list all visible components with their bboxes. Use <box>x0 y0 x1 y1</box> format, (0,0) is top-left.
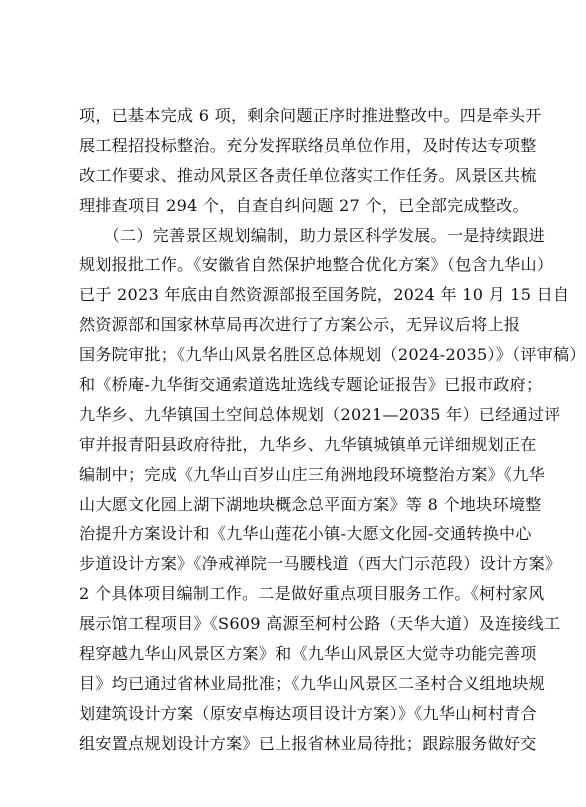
text-line: 展示馆工程项目》《S609 高源至柯村公路（天华大道）及连接线工 <box>79 614 561 634</box>
text-line: 步道设计方案》《净戒禅院一马腰栈道（西大门示范段）设计方案》 <box>79 554 562 574</box>
text-line: 组安置点规划设计方案》已上报省林业局待批；跟踪服务做好交 <box>79 733 537 753</box>
text-line: 审并报青阳县政府待批，九华乡、九华镇城镇单元详细规划正在 <box>79 434 537 454</box>
text-line: 编制中；完成《九华山百岁山庄三角洲地段环境整治方案》《九华 <box>79 464 545 484</box>
text-line: 九华乡、九华镇国土空间总体规划（2021—2035 年）已经通过评 <box>79 404 561 424</box>
body-text <box>79 101 586 759</box>
text-line: 治提升方案设计和《九华山莲花小镇-大愿文化园-交通转换中心 <box>79 524 532 544</box>
text-line: 规划报批工作。《安徽省自然保护地整合优化方案》（包含九华山） <box>79 255 554 275</box>
text-line: 2 个具体项目编制工作。二是做好重点项目服务工作。《柯村家风 <box>79 584 545 604</box>
text-line: 国务院审批；《九华山风景名胜区总体规划（2024-2035）》（评审稿） <box>79 345 586 365</box>
text-line: 理排查项目 294 个，自查自纠问题 27 个，已全部完成整改。 <box>79 195 529 215</box>
text-line: 改工作要求、推动风景区各责任单位落实工作任务。风景区共梳 <box>79 165 537 185</box>
text-line: 划建筑设计方案（原安卓梅达项目设计方案）》《九华山柯村青合 <box>79 703 537 723</box>
text-line: 展工程招投标整治。充分发挥联络员单位作用，及时传达专项整 <box>79 135 537 155</box>
text-line: 程穿越九华山风景区方案》和《九华山风景区大觉寺功能完善项 <box>79 644 537 664</box>
text-line: 山大愿文化园上湖下湖地块概念总平面方案》等 8 个地块环境整 <box>79 494 542 514</box>
section-heading-line: （二）完善景区规划编制，助力景区科学发展。一是持续跟进 <box>79 225 545 245</box>
text-line: 目》均已通过省林业局批准；《九华山风景区二圣村合义组地块规 <box>79 673 545 693</box>
text-line: 和《桥庵-九华街交通索道选址选线专题论证报告》已报市政府； <box>79 375 543 395</box>
text-line: 已于 2023 年底由自然资源部报至国务院，2024 年 10 月 15 日自 <box>79 285 570 305</box>
text-line: 项，已基本完成 6 项，剩余问题正序时推进整改中。四是牵头开 <box>79 106 542 125</box>
text-line: 然资源部和国家林草局再次进行了方案公示，无异议后将上报 <box>79 315 521 335</box>
